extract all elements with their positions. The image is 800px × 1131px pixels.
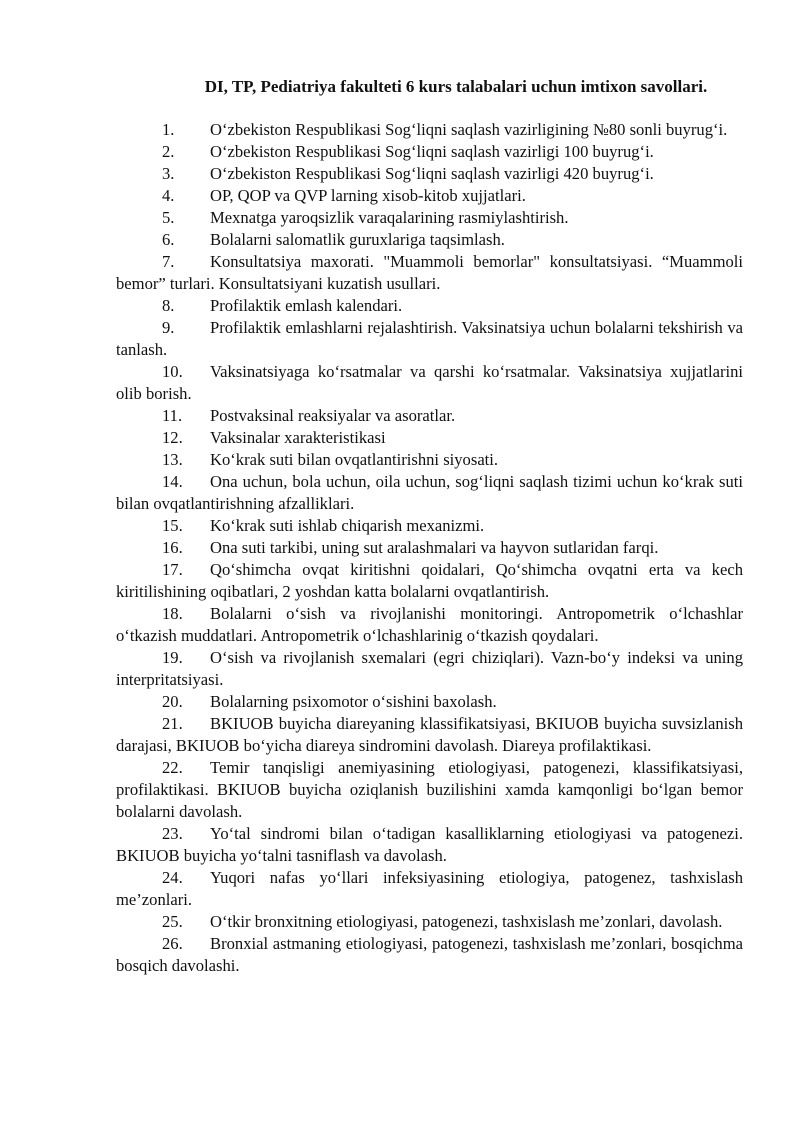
question-item xyxy=(116,471,743,515)
question-text: Profilaktik emlash kalendari. xyxy=(210,296,403,315)
question-item xyxy=(116,933,743,977)
question-item xyxy=(116,119,743,141)
question-item xyxy=(116,207,743,229)
question-item xyxy=(116,515,743,537)
question-text: O‘sish va rivojlanish sxemalari (egri chiziqlari). Vazn-bo‘y indeksi va uning interpritatsiyasi. xyxy=(116,648,743,689)
question-item xyxy=(116,911,743,933)
question-number: 14. xyxy=(162,472,183,491)
question-item xyxy=(116,647,743,691)
question-number: 23. xyxy=(162,824,183,843)
question-text: Bronxial astmaning etiologiyasi, patogenezi, tashxislash me’zonlari, bosqichma bosqich davolashi. xyxy=(116,934,743,975)
question-item xyxy=(116,251,743,295)
question-number: 15. xyxy=(162,516,183,535)
question-item xyxy=(116,537,743,559)
question-list xyxy=(116,119,743,977)
question-number: 25. xyxy=(162,912,183,931)
question-number: 12. xyxy=(162,428,183,447)
question-number: 20. xyxy=(162,692,183,711)
question-text: Bolalarni o‘sish va rivojlanishi monitoringi. Antropometrik o‘lchashlar o‘tkazish muddatlari. Antropometrik o‘lchashlarinig o‘tkazish qoydalari. xyxy=(116,604,743,645)
question-text: Ko‘krak suti ishlab chiqarish mexanizmi. xyxy=(210,516,485,535)
question-number: 19. xyxy=(162,648,183,667)
question-number: 5. xyxy=(162,208,175,227)
question-text: O‘zbekiston Respublikasi Sog‘liqni saqlash vazirligining №80 sonli buyrug‘i. xyxy=(210,120,728,139)
question-text: Postvaksinal reaksiyalar va asoratlar. xyxy=(210,406,456,425)
question-text: Yo‘tal sindromi bilan o‘tadigan kasalliklarning etiologiyasi va patogenezi. BKIUOB buyicha yo‘talni tasniflash va davolash. xyxy=(116,824,743,865)
question-number: 21. xyxy=(162,714,183,733)
question-item xyxy=(116,427,743,449)
question-item xyxy=(116,691,743,713)
question-text: O‘tkir bronxitning etiologiyasi, patogenezi, tashxislash me’zonlari, davolash. xyxy=(210,912,723,931)
question-number: 9. xyxy=(162,318,175,337)
question-item xyxy=(116,867,743,911)
question-number: 16. xyxy=(162,538,183,557)
question-item xyxy=(116,141,743,163)
question-text: Temir tanqisligi anemiyasining etiologiyasi, patogenezi, klassifikatsiyasi, profilaktikasi. BKIUOB buyicha oziqlanish buzilishini xamda kamqonligi bo‘lgan bemor bolalarni davolash. xyxy=(116,758,743,821)
question-text: BKIUOB buyicha diareyaning klassifikatsiyasi, BKIUOB buyicha suvsizlanish darajasi, BKIUOB bo‘yicha diareya sindromini davolash. Diareya profilaktikasi. xyxy=(116,714,743,755)
question-number: 17. xyxy=(162,560,183,579)
question-text: Bolalarni salomatlik guruxlariga taqsimlash. xyxy=(210,230,505,249)
question-number: 7. xyxy=(162,252,175,271)
question-text: Mexnatga yaroqsizlik varaqalarining rasmiylashtirish. xyxy=(210,208,569,227)
question-number: 4. xyxy=(162,186,175,205)
question-number: 24. xyxy=(162,868,183,887)
question-text: Yuqori nafas yo‘llari infeksiyasining etiologiya, patogenez, tashxislash me’zonlari. xyxy=(116,868,743,909)
question-item xyxy=(116,163,743,185)
question-number: 2. xyxy=(162,142,175,161)
question-item xyxy=(116,559,743,603)
question-number: 1. xyxy=(162,120,175,139)
question-item xyxy=(116,713,743,757)
question-item xyxy=(116,405,743,427)
question-number: 3. xyxy=(162,164,175,183)
question-number: 22. xyxy=(162,758,183,777)
question-item xyxy=(116,603,743,647)
question-text: Ona suti tarkibi, uning sut aralashmalari va hayvon sutlaridan farqi. xyxy=(210,538,659,557)
question-number: 10. xyxy=(162,362,183,381)
question-number: 6. xyxy=(162,230,175,249)
question-text: O‘zbekiston Respublikasi Sog‘liqni saqlash vazirligi 100 buyrug‘i. xyxy=(210,142,654,161)
question-number: 18. xyxy=(162,604,183,623)
question-item xyxy=(116,823,743,867)
question-item xyxy=(116,317,743,361)
question-text: Ona uchun, bola uchun, oila uchun, sog‘liqni saqlash tizimi uchun ko‘krak suti bilan ovqatlantirishning afzalliklari. xyxy=(116,472,743,513)
question-item xyxy=(116,361,743,405)
question-number: 11. xyxy=(162,406,183,425)
question-text: Ko‘krak suti bilan ovqatlantirishni siyosati. xyxy=(210,450,499,469)
question-item xyxy=(116,295,743,317)
question-number: 13. xyxy=(162,450,183,469)
question-item xyxy=(116,229,743,251)
question-text: Vaksinalar xarakteristikasi xyxy=(210,428,386,447)
question-text: Profilaktik emlashlarni rejalashtirish. Vaksinatsiya uchun bolalarni tekshirish va tanlash. xyxy=(116,318,743,359)
question-text: Konsultatsiya maxorati. "Muammoli bemorlar" konsultatsiyasi. “Muammoli bemor” turlari. Konsultatsiyani kuzatish usullari. xyxy=(116,252,743,293)
question-item xyxy=(116,757,743,823)
question-item xyxy=(116,185,743,207)
question-text: O‘zbekiston Respublikasi Sog‘liqni saqlash vazirligi 420 buyrug‘i. xyxy=(210,164,654,183)
question-number: 8. xyxy=(162,296,175,315)
question-text: Vaksinatsiyaga ko‘rsatmalar va qarshi ko‘rsatmalar. Vaksinatsiya xujjatlarini olib borish. xyxy=(116,362,743,403)
question-text: OP, QOP va QVP larning xisob-kitob xujjatlari. xyxy=(210,186,526,205)
document-title: DI, TP, Pediatriya fakulteti 6 kurs talabalari uchun imtixon savollari. xyxy=(204,77,708,96)
question-text: Qo‘shimcha ovqat kiritishni qoidalari, Qo‘shimcha ovqatni erta va kech kiritilishining oqibatlari, 2 yoshdan katta bolalarni ovqatlantirish. xyxy=(116,560,743,601)
question-text: Bolalarning psixomotor o‘sishini baxolash. xyxy=(210,692,497,711)
question-item xyxy=(116,449,743,471)
question-number: 26. xyxy=(162,934,183,953)
